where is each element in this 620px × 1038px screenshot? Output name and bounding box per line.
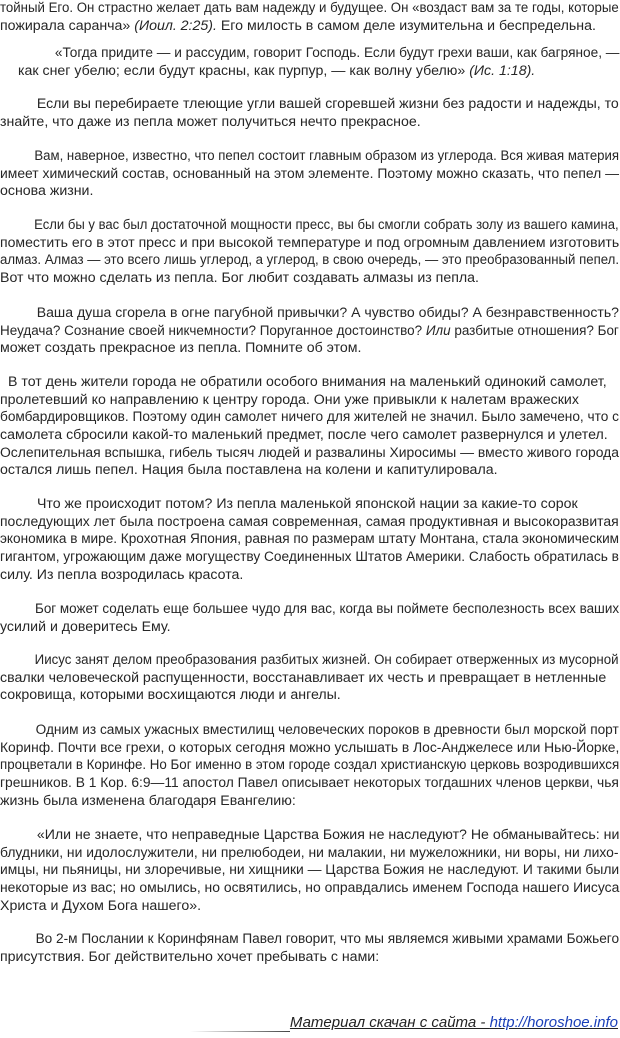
text-line: силу. Из пепла возродилась красота. [0, 566, 244, 583]
italic-word: Или [425, 322, 451, 339]
paragraph-13 [0, 931, 620, 966]
text-line: имцы, ни пьяницы, ни злоречивые, ни хищники — Царства Божия не наследуют. И такими были [0, 862, 620, 879]
text-line: Бог может соделать еще большее чудо для вас, когда вы поймете бесполезность всех ваших [35, 601, 620, 617]
text-line: Вот что можно сделать из пепла. Бог любит создавать алмазы из пепла. [0, 270, 479, 287]
text-line: Ослепительная вспышка, гибель тысяч людей и развалины Хиросимы — вместо живого города [0, 444, 619, 461]
paragraph-9 [0, 601, 620, 636]
text-line: Что же происходит потом? Из пепла маленькой японской нации за какие-то сорок [36, 496, 578, 512]
paragraph-3 [0, 96, 620, 131]
text-line: имеет химический состав, основанный на этом элементе. Поэтому можно сказать, что пепел — [0, 165, 619, 182]
text-line: некоторые из вас; но омылись, но освятились, но оправдались именем Господа нашего Иисуса [0, 880, 620, 897]
text-line: может создать прекрасное из пепла. Помните об этом. [0, 340, 362, 357]
text-line: гигантом, угрожающим даже могуществу Соединенных Штатов Америки. Слабость обратилась в [0, 549, 619, 566]
footer-link[interactable]: http://horoshoe.info [489, 1014, 618, 1031]
paragraph-5 [0, 217, 620, 288]
paragraph-6 [0, 305, 620, 358]
text-line: сокровища, которыми восхищаются люди и ангелы. [0, 687, 341, 704]
text-line: Если бы у вас был достаточной мощности пресс, вы бы смогли собрать золу из вашего камина, [34, 217, 619, 233]
footer-divider [190, 1031, 290, 1032]
scripture-reference: (Иоил. 2:25). [134, 17, 217, 34]
text-line: самолета сбросили какой-то маленький предмет, после чего самолет развернулся и улетел. [0, 427, 608, 444]
paragraph-12 [0, 827, 620, 915]
text-line [0, 322, 619, 341]
text-span: пожирала саранча» [0, 17, 135, 34]
text-line: пролетевший ко направлению к центру города. Они уже привыкли к налетам вражеских [0, 391, 579, 408]
paragraph-8 [0, 496, 620, 584]
scripture-quote [0, 45, 620, 80]
text-line: Христа и Духом Бога нашего». [0, 897, 202, 914]
text-line: остался лишь пепел. Нация была поставлена на колени и капитулировала. [0, 462, 498, 479]
paragraph-7 [0, 374, 620, 480]
text-line: Ваша душа сгорела в огне пагубной привычки? А чувство обиды? А безнравственность? [36, 305, 619, 321]
paragraph-1 [0, 0, 620, 35]
text-line [0, 18, 619, 36]
paragraph-11 [0, 722, 620, 810]
text-line: Вам, наверное, известно, что пепел состоит главным образом из углерода. Вся живая материя [34, 148, 619, 164]
text-line: Одним из самых ужасных вместилищ человеческих пороков в древности был морской порт [35, 722, 619, 738]
paragraph-10 [0, 652, 620, 705]
paragraph-4 [0, 148, 620, 201]
text-line: основа жизни. [0, 183, 94, 200]
text-line: процветали в Коринфе. Но Бог именно в этом городе создал христианскую церковь возродившихся [0, 757, 620, 774]
text-line: свалки человеческой распущенности, восстанавливает их честь и превращает в нетленные [0, 669, 607, 686]
text-line: алмаз. Алмаз — это всего лишь углерод, а углерод, в свою очередь, — это преобразованный пепел. [0, 252, 620, 269]
text-line: тойный Его. Он страстно желает дать вам надежду и будущее. Он «воздаст вам за те годы, которые [0, 0, 619, 16]
text-line: блудники, ни идолослужители, ни прелюбодеи, ни малакии, ни мужеложники, ни воры, ни лихо- [0, 844, 619, 861]
text-line: грешников. В 1 Кор. 6:9—11 апостол Павел описывает некоторых тогдашних членов церкви, чья [0, 775, 619, 792]
text-line: жизнь была изменена благодаря Евангелию: [0, 792, 296, 809]
text-line: экономика в мире. Крохотная Япония, равная по размерам штату Монтана, стала экономическим [0, 531, 620, 548]
text-line: присутствия. Бог действительно хочет пребывать с нами: [0, 948, 380, 965]
text-line: Если вы перебираете тлеющие угли вашей сгоревшей жизни без радости и надежды, то [36, 96, 619, 112]
text-line: последующих лет была построена самая современная, самая продуктивная и высокоразвитая [0, 513, 619, 530]
text-span: как снег убелю; если будут красны, как пурпур, — как волну убелю» [17, 62, 470, 79]
text-line: поместить его в этот пресс и при высокой температуре и под огромным давлением изготовить [0, 234, 620, 251]
text-line: знайте, что даже из пепла может получиться нечто прекрасное. [0, 113, 421, 130]
text-span: Неудача? Сознание своей никчемности? Поруганное достоинство? [0, 322, 426, 339]
text-span: Его милость в самом деле изумительна и беспредельна. [216, 17, 596, 34]
text-line: «Тогда придите — и рассудим, говорит Господь. Если будут грехи ваши, как багряное, — [54, 45, 620, 61]
text-line: «Или не знаете, что неправедные Царства Божия не наследуют? Не обманывайтесь: ни [36, 827, 620, 843]
text-line: бомбардировщиков. Поэтому один самолет ничего для жителей не значил. Было замечено, что с [0, 409, 619, 426]
text-line: Во 2-м Послании к Коринфянам Павел говорит, что мы являемся живыми храмами Божьего [35, 931, 620, 947]
text-span: разбитые отношения? Бог [450, 322, 619, 339]
footer-text: Материал скачан с сайта - [289, 1014, 490, 1031]
text-line: Иисус занят делом преобразования разбитых жизней. Он собирает отверженных из мусорной [34, 652, 619, 668]
text-line: В тот день жители города не обратили особого внимания на маленький одинокий самолет, [7, 374, 607, 390]
scripture-reference: (Ис. 1:18). [469, 62, 536, 79]
text-line [0, 63, 619, 81]
text-line: Коринф. Почти все грехи, о которых сегодня можно услышать в Лос-Анджелесе или Нью-Йорке, [0, 739, 620, 756]
footer-source [290, 1014, 618, 1031]
text-line: усилий и доверитесь Ему. [0, 618, 171, 635]
